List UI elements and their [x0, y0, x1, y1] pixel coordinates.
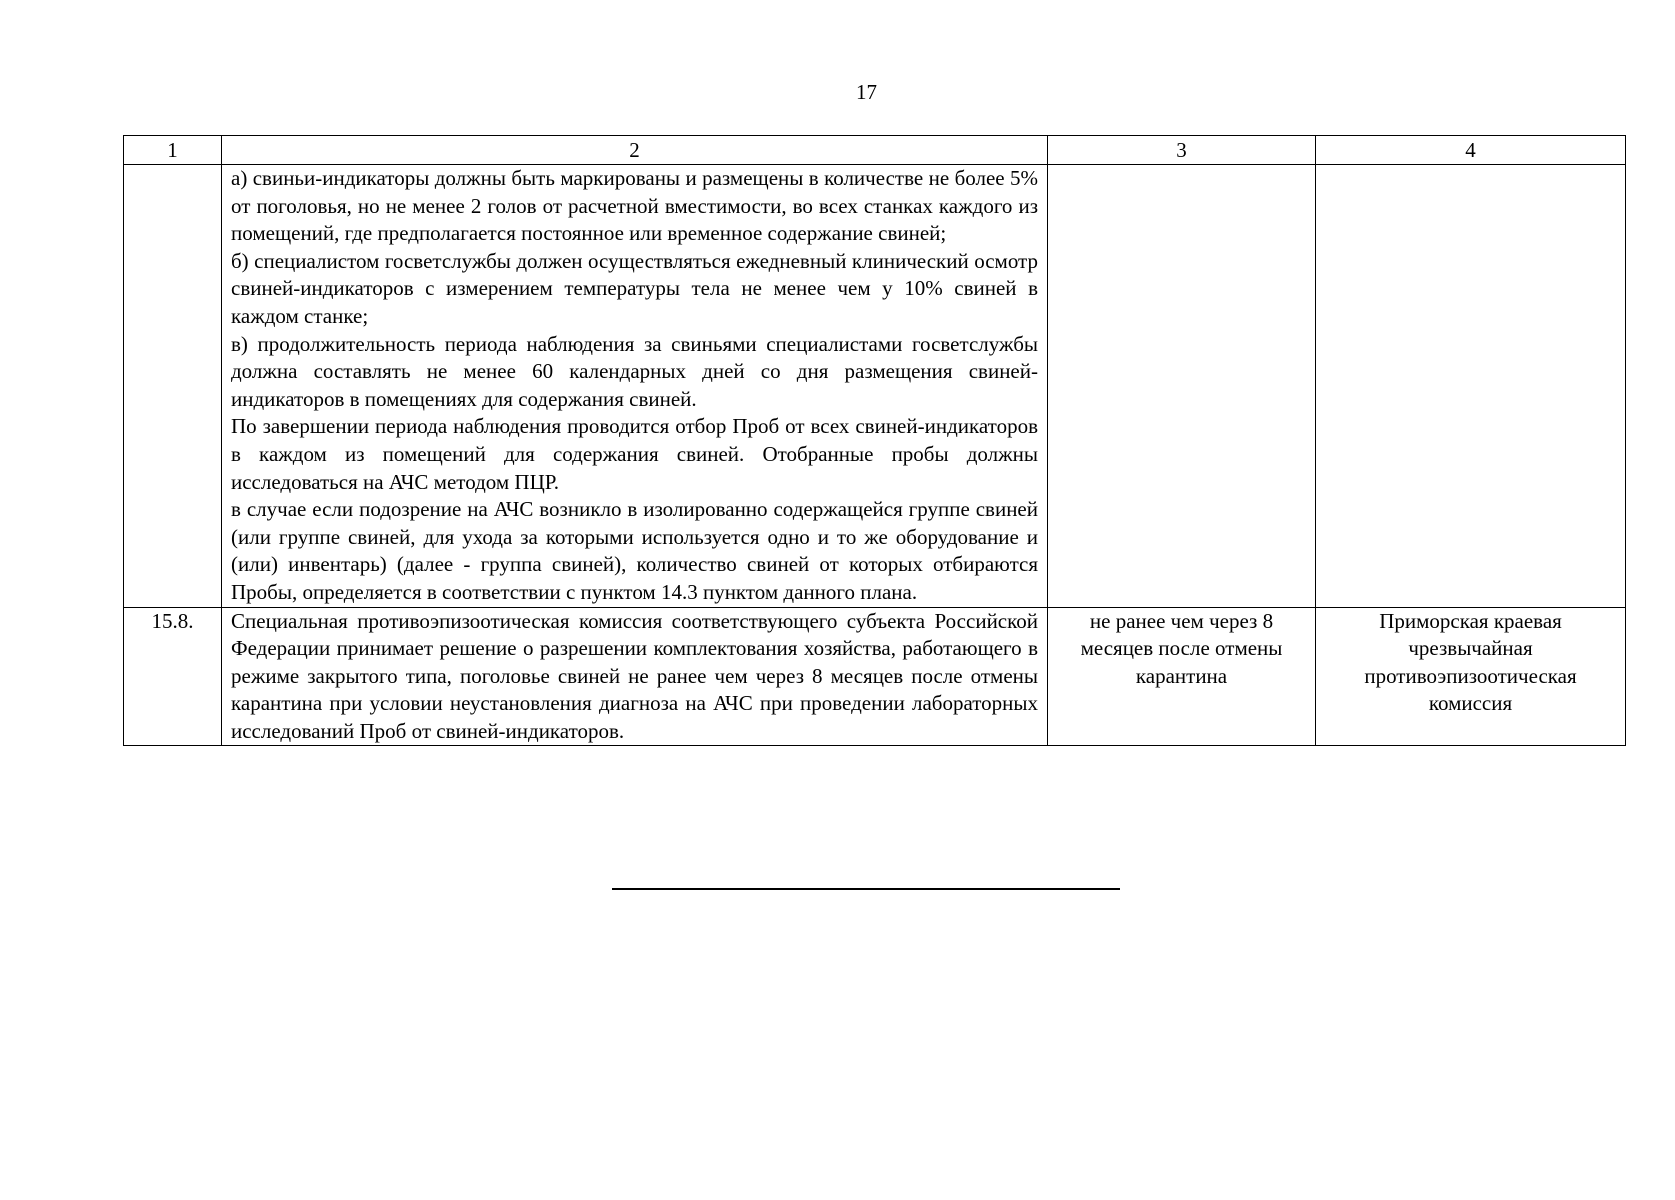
- table-row: [124, 165, 1626, 608]
- measures-table: [123, 135, 1626, 746]
- end-of-page-rule: [612, 888, 1120, 890]
- responsible-cell: [1316, 165, 1626, 608]
- table-row: [124, 607, 1626, 746]
- measure-description-cell: [222, 165, 1048, 608]
- deadline-cell: [1048, 165, 1316, 608]
- responsible-cell: Приморская краевая чрезвычайная противоэпизоотическая комиссия: [1316, 607, 1626, 746]
- column-header-3: 3: [1048, 136, 1316, 165]
- page-number: 17: [856, 80, 877, 104]
- paragraph-commission: Специальная противоэпизоотическая комиссия соответствующего субъекта Российской Федерации принимает решение о разрешении комплектования хозяйства, работающего в режиме закрытого типа, поголовье свиней не ранее чем через 8 месяцев после отмены карантина при условии неустановления диагноза на АЧС при проведении лабораторных исследований Проб от свиней-индикаторов.: [231, 608, 1038, 743]
- column-header-1: 1: [124, 136, 222, 165]
- measure-description-cell: [222, 607, 1048, 746]
- paragraph-group: в случае если подозрение на АЧС возникло в изолированно содержащейся группе свиней (или группе свиней, для ухода за которыми используется одно и то же оборудование и (или) инвентарь) (далее - группа свиней), количество свиней от которых отбираются Пробы, определяется в соответствии с пунктом 14.3 пунктом данного плана.: [231, 497, 1038, 604]
- row-number-cell: [124, 165, 222, 608]
- paragraph-sampling: По завершении периода наблюдения проводится отбор Проб от всех свиней-индикаторов в каждом из помещений для содержания свиней. Отобранные пробы должны исследоваться на АЧС методом ПЦР.: [231, 414, 1038, 494]
- paragraph-b: б) специалистом госветслужбы должен осуществляться ежедневный клинический осмотр свиней-индикаторов с измерением температуры тела не менее чем у 10% свиней в каждом станке;: [231, 248, 1038, 328]
- row-number-cell: 15.8.: [124, 607, 222, 746]
- paragraph-a: а) свиньи-индикаторы должны быть маркированы и размещены в количестве не более 5% от поголовья, но не менее 2 голов от расчетной вместимости, во всех станках каждого из помещений, где предполагается постоянное или временное содержание свиней;: [231, 166, 1038, 246]
- paragraph-c: в) продолжительность периода наблюдения за свиньями специалистами госветслужбы должна составлять не менее 60 календарных дней со дня размещения свиней-индикаторов в помещениях для содержания свиней.: [231, 331, 1038, 411]
- column-header-4: 4: [1316, 136, 1626, 165]
- table-header-row: [124, 136, 1626, 165]
- column-header-2: 2: [222, 136, 1048, 165]
- deadline-cell: не ранее чем через 8 месяцев после отмены карантина: [1048, 607, 1316, 746]
